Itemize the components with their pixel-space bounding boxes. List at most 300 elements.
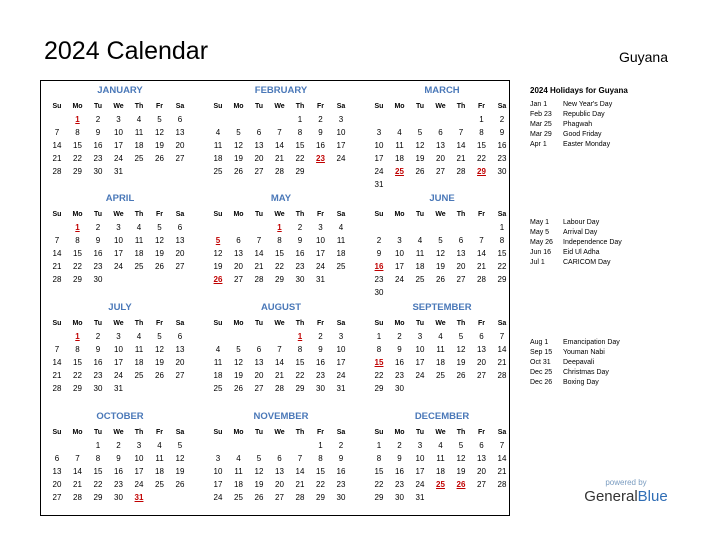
- day-cell: 21: [52, 262, 62, 271]
- day-cell: 31: [415, 493, 425, 502]
- day-cell: 13: [254, 358, 264, 367]
- day-cell: 12: [456, 454, 466, 463]
- day-cell: 26: [456, 371, 466, 380]
- weekday-header: Mo: [72, 429, 83, 436]
- weekday-header: Sa: [336, 211, 346, 218]
- day-cell: 12: [213, 249, 223, 258]
- day-cell: 8: [277, 236, 282, 245]
- day-cell: 6: [236, 236, 241, 245]
- day-cell: 28: [254, 275, 264, 284]
- day-cell: 5: [157, 223, 162, 232]
- day-cell: 18: [415, 262, 425, 271]
- day-cell: 8: [75, 128, 80, 137]
- day-cell: 6: [479, 441, 484, 450]
- holiday-day: 1: [75, 115, 80, 124]
- day-cell: 22: [374, 480, 384, 489]
- day-cell: 9: [297, 236, 303, 245]
- day-cell: 6: [177, 115, 183, 124]
- day-cell: 2: [376, 236, 382, 245]
- day-cell: 6: [256, 345, 262, 354]
- weekday-header: Su: [213, 429, 223, 436]
- day-cell: 28: [52, 275, 62, 284]
- weekday-header: Sa: [175, 211, 185, 218]
- day-cell: 16: [336, 467, 346, 476]
- holiday-entry: [530, 238, 622, 247]
- day-cell: 2: [397, 441, 402, 450]
- day-cell: 13: [175, 236, 185, 245]
- weekday-header: Su: [374, 320, 384, 327]
- day-cell: 24: [114, 371, 123, 380]
- weekday-header: Tu: [93, 103, 103, 110]
- weekday-header: We: [274, 211, 285, 218]
- day-cell: 10: [213, 467, 223, 476]
- day-cell: 10: [415, 454, 425, 463]
- day-cell: 8: [318, 454, 323, 463]
- day-cell: 30: [295, 275, 305, 284]
- day-cell: 31: [374, 180, 384, 189]
- weekday-header: Tu: [93, 429, 103, 436]
- day-cell: 12: [234, 141, 243, 150]
- day-cell: 10: [395, 249, 404, 258]
- day-cell: 18: [213, 154, 223, 163]
- month-april: [47, 193, 193, 293]
- day-cell: 31: [114, 167, 123, 176]
- day-cell: 20: [275, 480, 284, 489]
- holiday-date: Aug 1: [530, 339, 549, 346]
- day-cell: 29: [497, 275, 507, 284]
- country-name: Guyana: [618, 49, 668, 65]
- day-cell: 1: [95, 441, 101, 450]
- weekday-header: Mo: [233, 429, 244, 436]
- day-cell: 24: [114, 262, 123, 271]
- day-cell: 5: [157, 332, 162, 341]
- weekday-header: Mo: [394, 320, 405, 327]
- holiday-day: 1: [75, 223, 80, 232]
- holiday-day: 1: [277, 223, 282, 232]
- day-cell: 17: [114, 249, 123, 258]
- weekday-header: Mo: [233, 211, 244, 218]
- day-cell: 24: [415, 371, 425, 380]
- weekday-header: We: [435, 320, 446, 327]
- holiday-name: Phagwah: [563, 121, 593, 128]
- day-cell: 7: [499, 332, 505, 341]
- holiday-date: Jul 1: [530, 259, 545, 266]
- holiday-entry: [530, 130, 602, 139]
- holiday-name: Republic Day: [563, 111, 605, 118]
- day-cell: 25: [234, 493, 243, 502]
- month-february: [208, 85, 354, 185]
- weekday-header: Mo: [233, 320, 244, 327]
- weekday-header: We: [113, 211, 124, 218]
- day-cell: 26: [436, 275, 445, 284]
- day-cell: 5: [417, 128, 423, 137]
- day-cell: 19: [175, 467, 185, 476]
- holiday-date: May 5: [530, 229, 550, 236]
- month-november: [208, 411, 354, 511]
- weekday-header: Tu: [254, 103, 264, 110]
- holiday-day: 29: [477, 167, 486, 176]
- day-cell: 20: [254, 154, 264, 163]
- day-cell: 26: [234, 167, 243, 176]
- day-cell: 14: [295, 467, 305, 476]
- day-cell: 27: [275, 493, 284, 502]
- month-march: [369, 85, 515, 189]
- day-cell: 7: [277, 128, 282, 137]
- weekday-header: Mo: [72, 320, 83, 327]
- day-cell: 4: [215, 345, 221, 354]
- holiday-date: Dec 25: [530, 369, 553, 376]
- day-cell: 1: [376, 332, 382, 341]
- day-cell: 3: [116, 115, 121, 124]
- weekday-header: Sa: [497, 320, 507, 327]
- weekday-header: Sa: [497, 103, 507, 110]
- day-cell: 11: [134, 345, 144, 354]
- day-cell: 14: [73, 467, 82, 476]
- day-cell: 20: [436, 154, 445, 163]
- day-cell: 7: [277, 345, 282, 354]
- day-cell: 2: [95, 223, 101, 232]
- day-cell: 21: [254, 262, 264, 271]
- page-title: 2024 Calendar: [44, 37, 209, 65]
- day-cell: 19: [436, 262, 445, 271]
- day-cell: 10: [336, 345, 346, 354]
- month-name: SEPTEMBER: [412, 302, 472, 313]
- weekday-header: Mo: [394, 429, 405, 436]
- weekday-header: Tu: [254, 320, 264, 327]
- holiday-entry: [530, 110, 605, 119]
- weekday-header: Th: [456, 211, 466, 218]
- day-cell: 5: [458, 332, 464, 341]
- day-cell: 16: [114, 467, 123, 476]
- weekday-header: Th: [295, 320, 305, 327]
- day-cell: 15: [316, 467, 325, 476]
- day-cell: 3: [116, 332, 121, 341]
- holiday-date: Jun 16: [530, 249, 552, 256]
- day-cell: 4: [215, 128, 221, 137]
- day-cell: 12: [254, 467, 264, 476]
- day-cell: 6: [277, 454, 282, 463]
- day-cell: 14: [477, 249, 486, 258]
- day-cell: 27: [175, 262, 185, 271]
- day-cell: 7: [54, 345, 60, 354]
- day-cell: 2: [95, 332, 101, 341]
- day-cell: 5: [236, 128, 241, 137]
- holiday-date: Oct 31: [530, 359, 551, 366]
- day-cell: 21: [497, 358, 507, 367]
- month-december: [369, 411, 515, 511]
- day-cell: 23: [395, 480, 404, 489]
- day-cell: 28: [52, 167, 62, 176]
- day-cell: 5: [458, 441, 464, 450]
- day-cell: 30: [395, 493, 404, 502]
- day-cell: 29: [374, 493, 384, 502]
- day-cell: 8: [376, 345, 382, 354]
- day-cell: 24: [336, 371, 346, 380]
- day-cell: 12: [155, 236, 164, 245]
- day-cell: 19: [234, 371, 243, 380]
- day-cell: 20: [254, 371, 264, 380]
- weekday-header: Su: [52, 211, 62, 218]
- brand-name: [584, 488, 668, 506]
- day-cell: 15: [477, 141, 486, 150]
- holiday-day: 26: [456, 480, 466, 489]
- day-cell: 25: [336, 262, 346, 271]
- holiday-date: Feb 23: [530, 111, 552, 118]
- holiday-name: Eid Ul Adha: [563, 249, 600, 256]
- brand-blue: Blue: [637, 488, 668, 505]
- weekday-header: Su: [213, 211, 223, 218]
- day-cell: 15: [73, 358, 82, 367]
- weekday-header: Fr: [478, 320, 485, 327]
- day-cell: 21: [295, 480, 305, 489]
- weekday-header: Mo: [394, 103, 405, 110]
- day-cell: 11: [415, 249, 425, 258]
- day-cell: 28: [52, 384, 62, 393]
- holiday-day: 1: [297, 332, 303, 341]
- day-cell: 7: [458, 128, 464, 137]
- month-january: [47, 85, 193, 185]
- month-name: JANUARY: [97, 85, 143, 96]
- day-cell: 22: [477, 154, 486, 163]
- day-cell: 8: [75, 236, 80, 245]
- day-cell: 5: [256, 454, 262, 463]
- day-cell: 27: [477, 480, 486, 489]
- holiday-name: Arrival Day: [563, 229, 598, 236]
- weekday-header: Mo: [72, 103, 83, 110]
- day-cell: 26: [155, 154, 164, 163]
- day-cell: 15: [497, 249, 507, 258]
- day-cell: 12: [436, 249, 445, 258]
- brand-general: General: [584, 488, 638, 505]
- day-cell: 27: [436, 167, 445, 176]
- day-cell: 12: [234, 358, 243, 367]
- day-cell: 3: [338, 115, 344, 124]
- weekday-header: Fr: [317, 103, 324, 110]
- day-cell: 29: [275, 275, 284, 284]
- holiday-date: Mar 25: [530, 121, 552, 128]
- day-cell: 25: [134, 371, 144, 380]
- day-cell: 28: [275, 384, 284, 393]
- weekday-header: We: [274, 429, 285, 436]
- month-october: [47, 411, 193, 511]
- holiday-entry: [530, 120, 592, 129]
- day-cell: 29: [374, 384, 384, 393]
- day-cell: 25: [155, 480, 164, 489]
- day-cell: 10: [374, 141, 384, 150]
- day-cell: 1: [376, 441, 382, 450]
- day-cell: 3: [397, 236, 402, 245]
- day-cell: 29: [295, 384, 305, 393]
- day-cell: 25: [134, 154, 144, 163]
- weekday-header: Fr: [478, 211, 485, 218]
- weekday-header: Tu: [415, 320, 425, 327]
- holidays-title: 2024 Holidays for Guyana: [530, 86, 628, 95]
- day-cell: 30: [374, 288, 384, 297]
- day-cell: 11: [395, 141, 404, 150]
- day-cell: 17: [415, 358, 425, 367]
- day-cell: 19: [456, 467, 466, 476]
- day-cell: 19: [155, 141, 164, 150]
- day-cell: 15: [73, 141, 82, 150]
- day-cell: 7: [297, 454, 303, 463]
- day-cell: 20: [456, 262, 466, 271]
- day-cell: 16: [93, 358, 103, 367]
- weekday-header: Fr: [317, 320, 324, 327]
- day-cell: 5: [177, 441, 183, 450]
- weekday-header: Th: [456, 103, 466, 110]
- day-cell: 22: [73, 371, 82, 380]
- day-cell: 16: [93, 249, 103, 258]
- day-cell: 2: [397, 332, 402, 341]
- day-cell: 25: [213, 167, 223, 176]
- day-cell: 19: [415, 154, 425, 163]
- day-cell: 12: [456, 345, 466, 354]
- day-cell: 18: [134, 141, 144, 150]
- day-cell: 24: [213, 493, 223, 502]
- weekday-header: We: [435, 103, 446, 110]
- day-cell: 12: [415, 141, 425, 150]
- day-cell: 11: [134, 128, 144, 137]
- day-cell: 27: [175, 371, 185, 380]
- day-cell: 23: [374, 275, 384, 284]
- weekday-header: Th: [134, 320, 144, 327]
- day-cell: 7: [256, 236, 262, 245]
- month-august: [208, 302, 354, 402]
- day-cell: 3: [215, 454, 221, 463]
- day-cell: 7: [54, 236, 60, 245]
- day-cell: 17: [336, 358, 346, 367]
- day-cell: 26: [234, 384, 243, 393]
- day-cell: 22: [497, 262, 507, 271]
- day-cell: 15: [295, 358, 305, 367]
- day-cell: 20: [52, 480, 62, 489]
- holiday-name: Christmas Day: [563, 369, 609, 376]
- weekday-header: Fr: [156, 211, 163, 218]
- day-cell: 13: [275, 467, 284, 476]
- day-cell: 23: [93, 154, 103, 163]
- day-cell: 18: [234, 480, 243, 489]
- weekday-header: Fr: [478, 103, 485, 110]
- weekday-header: We: [113, 103, 124, 110]
- weekday-header: Su: [374, 211, 384, 218]
- day-cell: 27: [234, 275, 243, 284]
- day-cell: 25: [415, 275, 425, 284]
- day-cell: 22: [73, 262, 82, 271]
- day-cell: 4: [136, 223, 142, 232]
- weekday-header: Su: [52, 103, 62, 110]
- day-cell: 25: [213, 384, 223, 393]
- day-cell: 22: [275, 262, 284, 271]
- weekday-header: We: [113, 320, 124, 327]
- day-cell: 12: [155, 128, 164, 137]
- day-cell: 26: [155, 371, 164, 380]
- day-cell: 31: [336, 384, 346, 393]
- day-cell: 16: [395, 467, 404, 476]
- day-cell: 6: [256, 128, 262, 137]
- day-cell: 26: [415, 167, 425, 176]
- holiday-date: Sep 15: [530, 349, 553, 356]
- holiday-name: Youman Nabi: [563, 349, 605, 356]
- holiday-entry: [530, 100, 612, 109]
- day-cell: 30: [93, 384, 103, 393]
- day-cell: 3: [136, 441, 142, 450]
- day-cell: 14: [52, 141, 62, 150]
- day-cell: 26: [175, 480, 185, 489]
- day-cell: 3: [116, 223, 121, 232]
- day-cell: 15: [73, 249, 82, 258]
- weekday-header: We: [435, 429, 446, 436]
- weekday-header: We: [113, 429, 124, 436]
- day-cell: 23: [93, 371, 103, 380]
- day-cell: 6: [479, 332, 484, 341]
- day-cell: 8: [95, 454, 101, 463]
- day-cell: 18: [134, 249, 144, 258]
- day-cell: 22: [73, 154, 82, 163]
- day-cell: 2: [318, 115, 323, 124]
- day-cell: 19: [155, 358, 164, 367]
- day-cell: 4: [417, 236, 423, 245]
- day-cell: 17: [134, 467, 144, 476]
- brand-logo: [584, 478, 668, 506]
- day-cell: 5: [438, 236, 443, 245]
- day-cell: 2: [318, 332, 323, 341]
- day-cell: 14: [456, 141, 466, 150]
- day-cell: 29: [93, 493, 103, 502]
- holiday-name: New Year's Day: [563, 101, 613, 108]
- weekday-header: Fr: [156, 320, 163, 327]
- holiday-day: 23: [316, 154, 325, 163]
- day-cell: 11: [134, 236, 144, 245]
- weekday-header: Su: [374, 103, 384, 110]
- holiday-name: Deepavali: [563, 359, 595, 366]
- holiday-name: Boxing Day: [563, 379, 599, 386]
- day-cell: 24: [134, 480, 144, 489]
- day-cell: 18: [155, 467, 164, 476]
- weekday-header: Th: [295, 429, 305, 436]
- weekday-header: Tu: [415, 429, 425, 436]
- day-cell: 13: [234, 249, 243, 258]
- day-cell: 13: [52, 467, 62, 476]
- day-cell: 10: [336, 128, 346, 137]
- day-cell: 15: [275, 249, 284, 258]
- weekday-header: Sa: [175, 320, 185, 327]
- day-cell: 8: [499, 236, 505, 245]
- weekday-header: Fr: [156, 429, 163, 436]
- day-cell: 2: [499, 115, 505, 124]
- day-cell: 2: [95, 115, 101, 124]
- day-cell: 7: [499, 441, 505, 450]
- month-september: [369, 302, 515, 402]
- day-cell: 1: [499, 223, 505, 232]
- brand-powered-text: powered by: [605, 478, 647, 487]
- day-cell: 13: [175, 345, 185, 354]
- day-cell: 22: [93, 480, 103, 489]
- day-cell: 15: [93, 467, 103, 476]
- day-cell: 16: [93, 141, 103, 150]
- day-cell: 27: [52, 493, 62, 502]
- day-cell: 4: [236, 454, 241, 463]
- day-cell: 6: [438, 128, 443, 137]
- month-name: OCTOBER: [96, 411, 144, 422]
- day-cell: 16: [316, 358, 325, 367]
- day-cell: 30: [114, 493, 123, 502]
- month-name: MARCH: [424, 85, 460, 96]
- day-cell: 12: [175, 454, 185, 463]
- day-cell: 27: [254, 167, 264, 176]
- day-cell: 3: [376, 128, 382, 137]
- day-cell: 14: [275, 141, 284, 150]
- day-cell: 16: [395, 358, 404, 367]
